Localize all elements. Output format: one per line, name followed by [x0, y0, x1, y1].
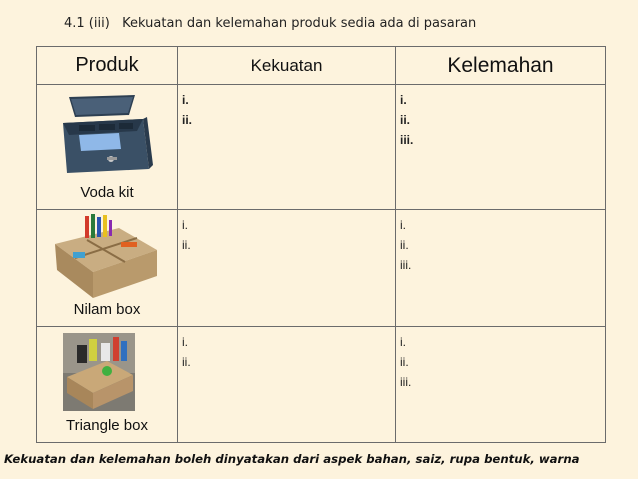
- section-heading: 4.1 (iii) Kekuatan dan kelemahan produk sedia ada di pasaran: [64, 16, 477, 31]
- desk-organizer-image: [49, 331, 165, 419]
- table-header-row: [37, 47, 606, 85]
- product-name: Triangle box: [66, 417, 148, 434]
- list-item: iii.: [400, 133, 414, 147]
- list-item: iii.: [400, 258, 412, 272]
- table-row: [37, 85, 606, 210]
- footnote: Kekuatan dan kelemahan boleh dinyatakan dari aspek bahan, saiz, rupa bentuk, warna: [4, 452, 580, 466]
- list-item: ii.: [400, 355, 409, 369]
- metal-cash-box-image: [49, 89, 165, 177]
- kelemahan-cell: [396, 85, 606, 210]
- kelemahan-cell: [396, 327, 606, 443]
- kekuatan-cell: [178, 327, 396, 443]
- header-kelemahan: Kelemahan: [396, 47, 606, 85]
- table-row: [37, 327, 606, 443]
- product-name: Voda kit: [80, 184, 134, 201]
- list-item: i.: [182, 335, 188, 349]
- list-item: i.: [182, 93, 189, 107]
- product-cell: [37, 210, 178, 327]
- list-item: ii.: [182, 113, 193, 127]
- table-row: [37, 210, 606, 327]
- list-item: ii.: [400, 113, 411, 127]
- kekuatan-cell: [178, 210, 396, 327]
- product-cell: [37, 85, 178, 210]
- list-item: iii.: [400, 375, 412, 389]
- product-name: Nilam box: [73, 301, 141, 318]
- header-produk: Produk: [37, 47, 178, 85]
- kekuatan-cell: [178, 85, 396, 210]
- header-kekuatan: Kekuatan: [178, 47, 396, 85]
- list-item: ii.: [182, 355, 191, 369]
- list-item: i.: [400, 93, 407, 107]
- list-item: i.: [400, 218, 406, 232]
- list-item: ii.: [182, 238, 191, 252]
- list-item: i.: [400, 335, 406, 349]
- wooden-organizer-image: [49, 214, 165, 302]
- strengths-weaknesses-table: [36, 46, 606, 443]
- product-cell: [37, 327, 178, 443]
- kelemahan-cell: [396, 210, 606, 327]
- list-item: ii.: [400, 238, 409, 252]
- list-item: i.: [182, 218, 188, 232]
